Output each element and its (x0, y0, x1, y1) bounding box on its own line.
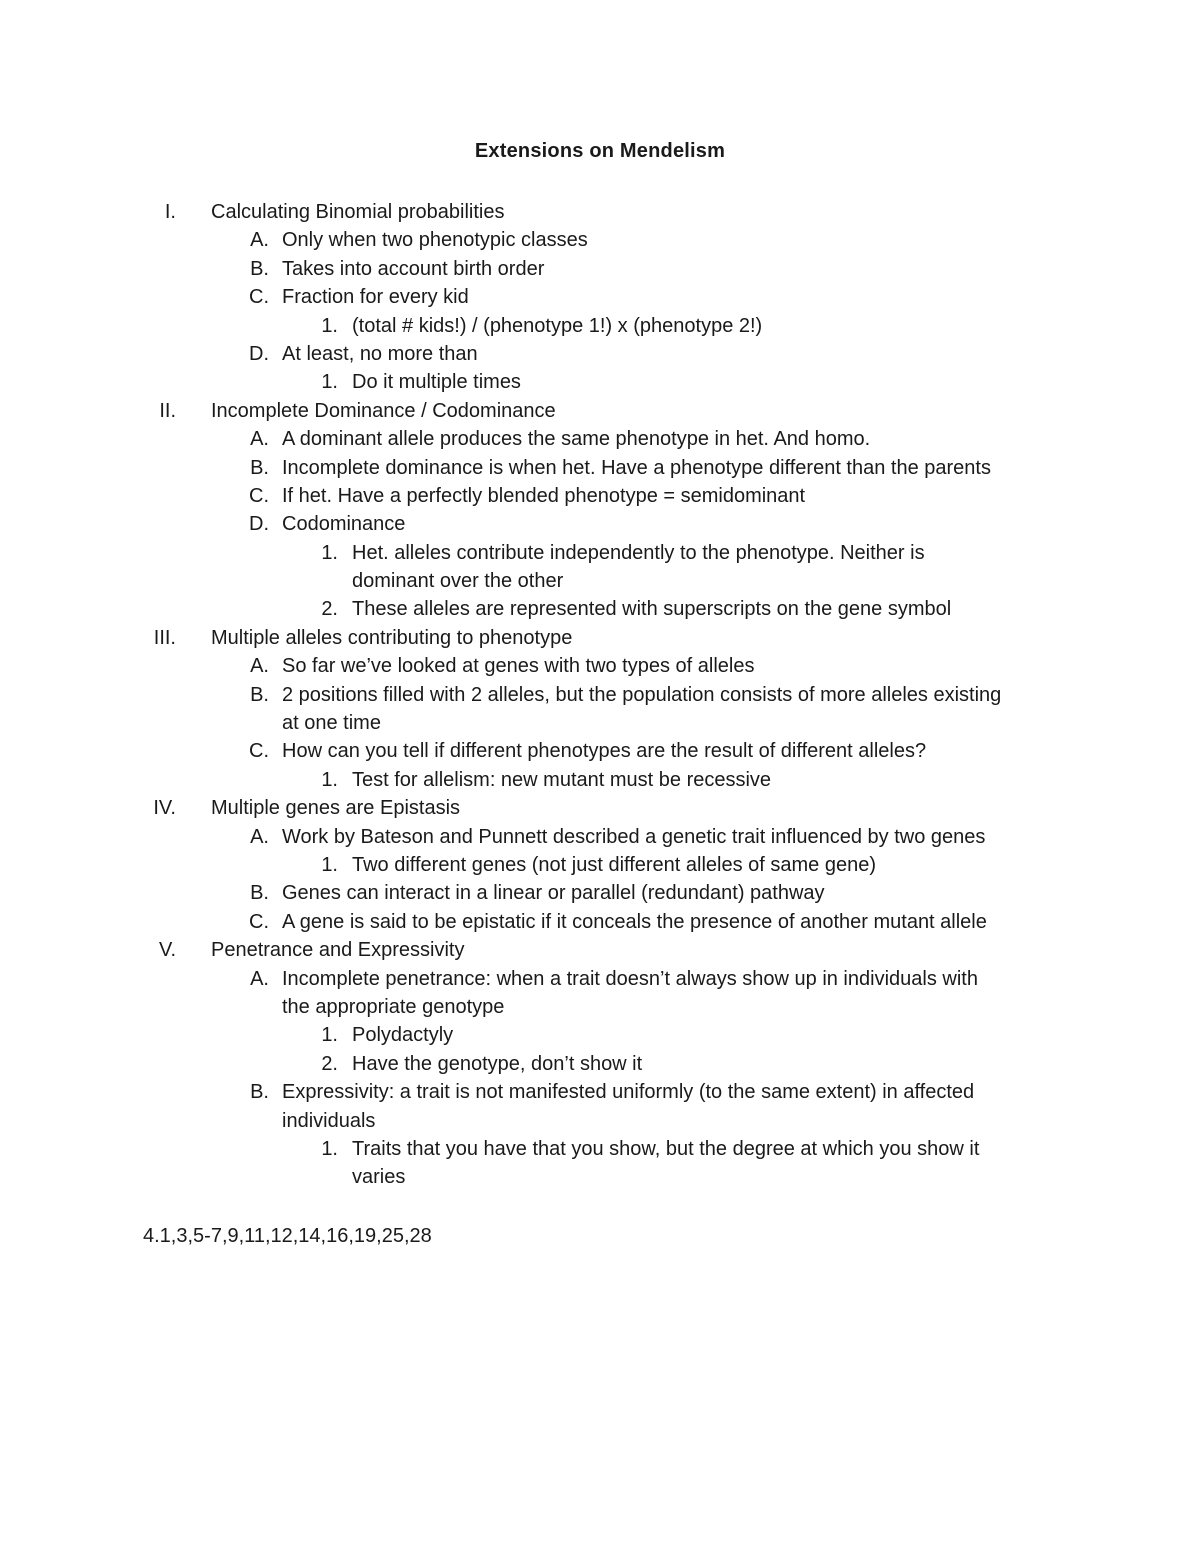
item-text: varies (352, 1166, 406, 1189)
item-marker: 1. (321, 371, 338, 394)
outline-item-level-2 (0, 652, 1200, 680)
item-text: Calculating Binomial probabilities (211, 201, 505, 223)
item-marker: C. (249, 484, 269, 507)
outline-item-continuation (0, 709, 1200, 737)
outline-item-level-2 (0, 965, 1200, 993)
outline-item-level-2 (0, 823, 1200, 851)
item-text: Penetrance and Expressivity (211, 939, 465, 962)
item-marker: I. (164, 201, 176, 223)
item-marker: II. (159, 399, 176, 422)
item-text: Only when two phenotypic classes (282, 229, 588, 252)
outline-item-level-1 (0, 397, 1200, 425)
outline-item-level-2 (0, 425, 1200, 453)
item-marker: C. (249, 740, 269, 763)
item-marker: 1. (321, 1137, 338, 1160)
item-marker: 2. (321, 1052, 338, 1075)
outline-item-level-2 (0, 1078, 1200, 1106)
outline-item-continuation (0, 1107, 1200, 1135)
item-text: Expressivity: a trait is not manifested uniformly (to the same extent) in affected (282, 1081, 975, 1104)
item-marker: B. (250, 456, 269, 479)
item-marker: 1. (321, 768, 338, 791)
outline-item-level-3 (0, 595, 1200, 623)
outline-item-continuation (0, 567, 1200, 595)
item-text: Multiple alleles contributing to phenotype (211, 626, 573, 649)
item-text: the appropriate genotype (282, 995, 505, 1018)
outline-item-level-3 (0, 539, 1200, 567)
item-text: If het. Have a perfectly blended phenotype = semidominant (282, 484, 806, 507)
outline-item-level-3 (0, 851, 1200, 879)
item-marker: C. (249, 910, 269, 933)
outline-item-level-3 (0, 312, 1200, 340)
item-text: individuals (282, 1109, 376, 1132)
outline-item-level-1 (0, 936, 1200, 964)
item-text: Het. alleles contribute independently to the phenotype. Neither is (352, 541, 925, 564)
outline-item-level-2 (0, 226, 1200, 254)
outline-item-level-2 (0, 255, 1200, 283)
item-text: at one time (282, 712, 381, 735)
outline-item-level-1 (0, 198, 1200, 226)
item-text: Multiple genes are Epistasis (211, 797, 461, 820)
outline (0, 198, 1200, 1192)
outline-item-level-3 (0, 1135, 1200, 1163)
outline-item-level-3 (0, 368, 1200, 396)
item-text: Test for allelism: new mutant must be recessive (352, 768, 772, 791)
item-marker: A. (250, 655, 269, 678)
item-text: Polydactyly (352, 1024, 454, 1047)
item-marker: C. (249, 286, 269, 309)
item-marker: IV. (153, 797, 176, 820)
item-text: Genes can interact in a linear or parallel (redundant) pathway (282, 882, 825, 905)
item-marker: B. (250, 683, 269, 706)
item-text: Incomplete dominance is when het. Have a phenotype different than the parents (282, 456, 991, 479)
item-text: So far we’ve looked at genes with two types of alleles (282, 655, 755, 678)
item-text: How can you tell if different phenotypes are the result of different alleles? (282, 740, 927, 763)
outline-item-level-2 (0, 908, 1200, 936)
item-text: Work by Bateson and Punnett described a genetic trait influenced by two genes (282, 825, 986, 848)
item-marker: 1. (321, 853, 338, 876)
outline-item-level-1 (0, 794, 1200, 822)
item-text: Codominance (282, 513, 406, 536)
item-marker: A. (250, 825, 269, 848)
outline-item-level-3 (0, 766, 1200, 794)
item-marker: A. (250, 967, 269, 990)
outline-item-continuation (0, 1163, 1200, 1191)
outline-item-level-2 (0, 340, 1200, 368)
item-marker: 2. (321, 598, 338, 621)
item-marker: A. (250, 428, 269, 451)
outline-item-level-2 (0, 454, 1200, 482)
outline-item-level-2 (0, 879, 1200, 907)
outline-item-level-3 (0, 1050, 1200, 1078)
item-marker: 1. (321, 541, 338, 564)
item-marker: A. (250, 229, 269, 252)
item-text: Have the genotype, don’t show it (352, 1052, 643, 1075)
item-marker: B. (250, 882, 269, 905)
outline-item-level-3 (0, 1021, 1200, 1049)
outline-item-level-2 (0, 510, 1200, 538)
item-text: Incomplete penetrance: when a trait doesn’t always show up in individuals with (282, 967, 978, 990)
outline-item-level-2 (0, 681, 1200, 709)
item-marker: III. (153, 626, 176, 649)
item-marker: 1. (321, 1024, 338, 1047)
item-text: 2 positions filled with 2 alleles, but the population consists of more alleles existing (282, 683, 1002, 706)
item-marker: B. (250, 257, 269, 280)
item-text: Takes into account birth order (282, 257, 545, 280)
item-text: Two different genes (not just different alleles of same gene) (352, 853, 877, 876)
item-marker: D. (249, 342, 269, 365)
item-marker: 1. (321, 314, 338, 337)
item-text: Traits that you have that you show, but the degree at which you show it (352, 1137, 980, 1160)
outline-item-continuation (0, 993, 1200, 1021)
item-text: Fraction for every kid (282, 286, 469, 309)
outline-item-level-2 (0, 283, 1200, 311)
item-text: (total # kids!) / (phenotype 1!) x (phenotype 2!) (352, 314, 763, 337)
item-text: A gene is said to be epistatic if it conceals the presence of another mutant allele (282, 910, 987, 933)
document-title: Extensions on Mendelism (474, 140, 726, 162)
item-text: dominant over the other (352, 570, 564, 593)
item-marker: V. (158, 939, 176, 962)
item-text: A dominant allele produces the same phenotype in het. And homo. (282, 428, 871, 451)
item-text: At least, no more than (282, 342, 478, 365)
outline-item-level-2 (0, 482, 1200, 510)
item-marker: D. (249, 513, 269, 536)
outline-item-level-1 (0, 624, 1200, 652)
footer-problem-list: 4.1,3,5-7,9,11,12,14,16,19,25,28 (143, 1225, 432, 1247)
item-text: Do it multiple times (352, 371, 521, 394)
item-text: These alleles are represented with superscripts on the gene symbol (352, 598, 952, 621)
item-marker: B. (250, 1081, 269, 1104)
outline-item-level-2 (0, 737, 1200, 765)
item-text: Incomplete Dominance / Codominance (211, 399, 556, 422)
